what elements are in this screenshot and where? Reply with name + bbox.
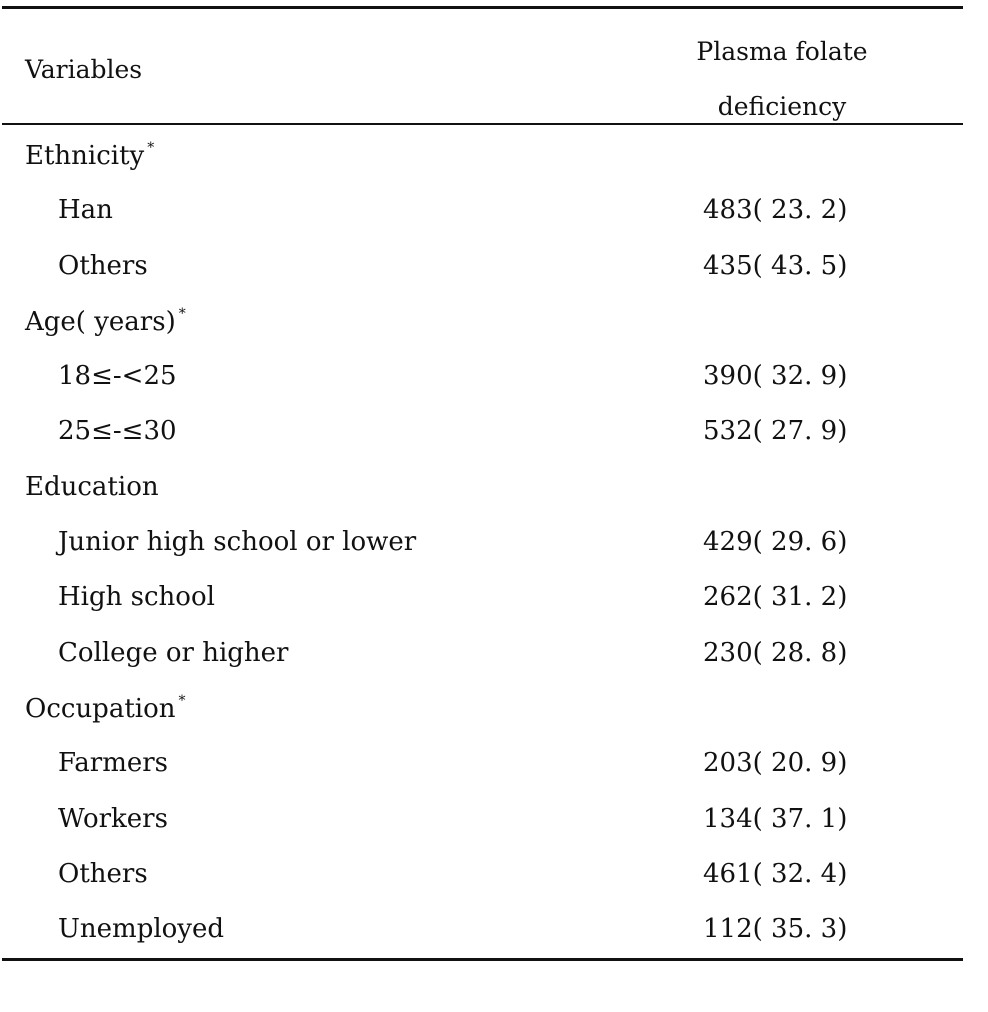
row-label — [25, 693, 186, 724]
row-value: 461( 32. 4) — [703, 858, 848, 889]
row-label — [58, 195, 113, 225]
row-value: 134( 37. 1) — [703, 803, 848, 834]
row-label — [58, 914, 224, 944]
header-line-1: Plasma folate — [696, 37, 868, 66]
row-label-text: Farmers — [58, 748, 169, 779]
row-label-text: Others — [58, 250, 148, 281]
table-row — [2, 183, 963, 238]
row-value: 390( 32. 9) — [703, 361, 848, 392]
row-label — [25, 472, 159, 502]
row-label-text: Junior high school or lower — [58, 527, 417, 558]
row-value: 262( 31. 2) — [703, 582, 848, 613]
table-row — [2, 570, 963, 625]
table-row — [2, 792, 963, 847]
group-row — [2, 460, 963, 515]
significance-marker: * — [178, 305, 186, 322]
row-label — [58, 251, 148, 281]
row-label — [25, 306, 186, 337]
table-row — [2, 847, 963, 902]
table-row — [2, 404, 963, 459]
row-label — [58, 527, 416, 557]
row-label-text: 18≤-<25 — [58, 361, 177, 392]
group-row — [2, 294, 963, 349]
row-label-text: Unemployed — [58, 914, 225, 945]
row-label — [58, 361, 177, 391]
row-label-text: Others — [58, 858, 148, 889]
row-value: 230( 28. 8) — [703, 637, 848, 668]
row-label — [58, 748, 168, 778]
significance-marker: * — [147, 140, 155, 156]
row-label-text: High school — [58, 582, 215, 613]
table-row — [2, 349, 963, 404]
row-label — [25, 140, 154, 171]
table-row — [2, 736, 963, 791]
table-row — [2, 626, 963, 681]
row-label — [58, 638, 288, 668]
row-label-text: Occupation — [25, 693, 176, 724]
table-row — [2, 239, 963, 294]
row-label — [58, 804, 168, 834]
row-label-text: Education — [25, 471, 159, 502]
table-row — [2, 515, 963, 570]
row-value: 112( 35. 3) — [703, 914, 848, 945]
row-value: 203( 20. 9) — [703, 748, 848, 779]
table-body — [2, 125, 963, 958]
row-label — [58, 859, 148, 889]
group-row — [2, 681, 963, 736]
table-header — [2, 9, 963, 123]
row-value: 483( 23. 2) — [703, 195, 848, 226]
variables-header: Variables — [25, 55, 143, 84]
row-value: 429( 29. 6) — [703, 527, 848, 558]
row-value: 435( 43. 5) — [703, 250, 848, 281]
header-line-2: deficiency — [717, 92, 847, 121]
bottom-rule — [2, 958, 963, 961]
row-label — [58, 582, 215, 612]
row-label — [58, 416, 177, 446]
significance-marker: * — [178, 692, 186, 709]
row-label-text: 25≤-≤30 — [58, 416, 177, 447]
row-label-text: Age( years) — [25, 306, 176, 337]
row-value: 532( 27. 9) — [703, 416, 848, 447]
row-label-text: College or higher — [58, 637, 289, 668]
table-row — [2, 902, 963, 957]
row-label-text: Ethnicity — [25, 141, 145, 171]
plasma-folate-header — [682, 24, 882, 134]
row-label-text: Workers — [58, 803, 168, 834]
data-table — [2, 6, 963, 961]
group-row — [2, 128, 963, 183]
row-label-text: Han — [58, 195, 113, 226]
